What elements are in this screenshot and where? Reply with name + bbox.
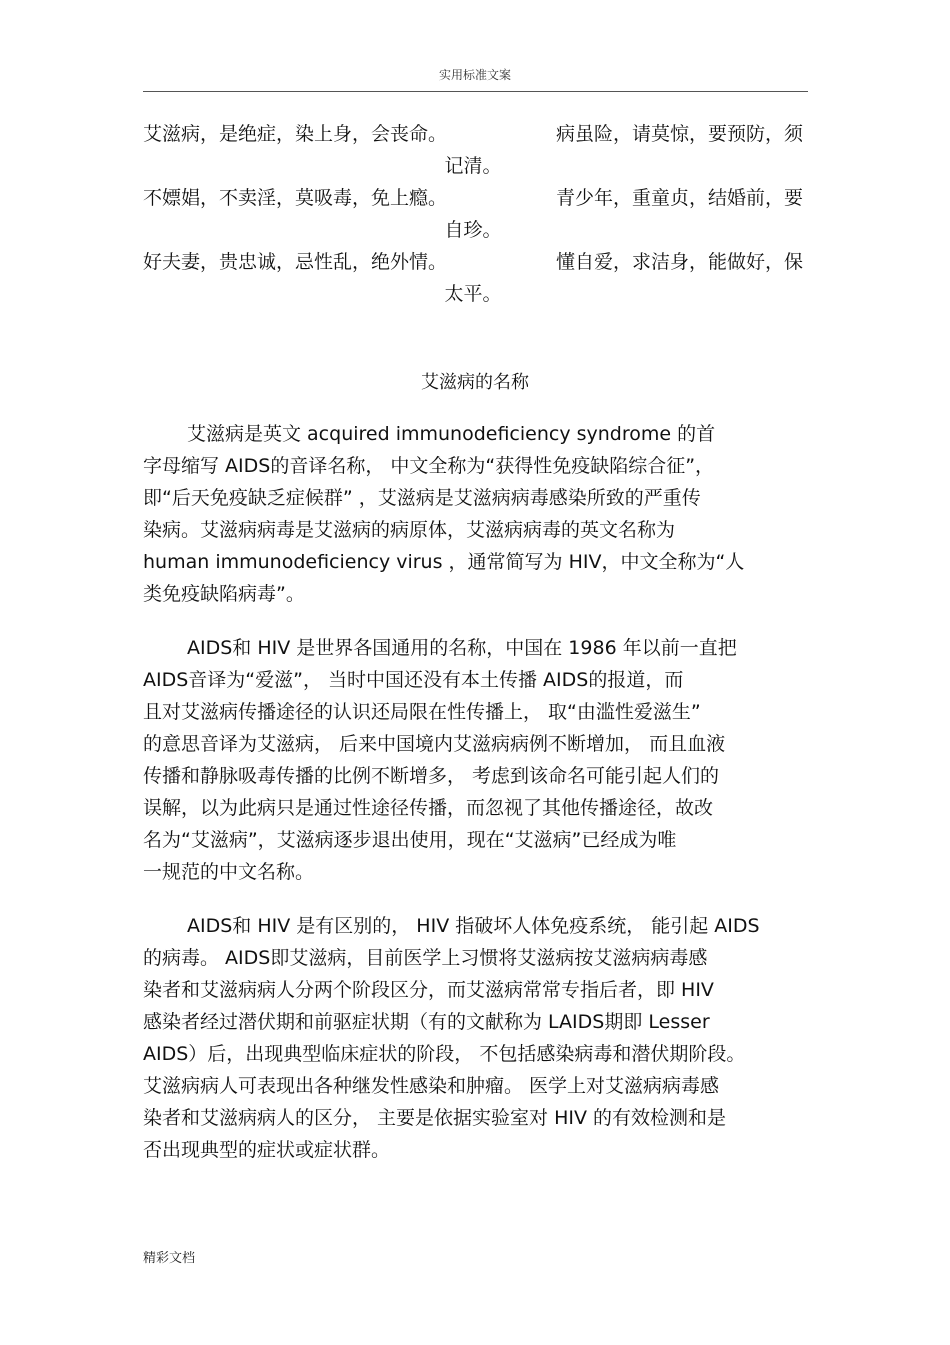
paragraph-naming-history bbox=[143, 632, 813, 888]
verse-right: 病虽险，请莫惊，要预防，须 bbox=[555, 123, 803, 145]
verse-left: 不嫖娼，不卖淫，莫吸毒，免上瘾。 bbox=[143, 187, 448, 209]
paragraph-line: AIDS）后，出现典型临床症状的阶段， 不包括感染病毒和潜伏期阶段。 bbox=[143, 1043, 746, 1065]
paragraph-line: 的病毒。 AIDS即艾滋病，目前医学上习惯将艾滋病按艾滋病病毒感 bbox=[143, 947, 708, 969]
paragraph-aids-vs-hiv bbox=[143, 910, 813, 1166]
verse-block bbox=[143, 182, 803, 246]
paragraph-line: 且对艾滋病传播途径的认识还局限在性传播上， 取“由滥性爱滋生” bbox=[143, 701, 701, 723]
page-header-title: 实用标准文案 bbox=[438, 68, 511, 82]
paragraph-line: 误解，以为此病只是通过性途径传播，而忽视了其他传播途径，故改 bbox=[143, 797, 714, 819]
verse-right: 青少年，重童贞，结婚前，要 bbox=[555, 187, 803, 209]
paragraph-line: human immunodeficiency virus ，通常简写为 HIV，中文全称为“人 bbox=[143, 551, 745, 573]
paragraph-line: AIDS和 HIV 是有区别的， HIV 指破坏人体免疫系统， 能引起 AIDS bbox=[187, 915, 760, 937]
paragraph-line: 艾滋病病人可表现出各种继发性感染和肿瘤。 医学上对艾滋病病毒感 bbox=[143, 1075, 720, 1097]
paragraph-name-origin bbox=[143, 418, 813, 610]
paragraph-line: 传播和静脉吸毒传播的比例不断增多， 考虑到该命名可能引起人们的 bbox=[143, 765, 720, 787]
paragraph-line: AIDS音译为“爱滋”， 当时中国还没有本土传播 AIDS的报道，而 bbox=[143, 669, 684, 691]
verse-right: 懂自爱，求洁身，能做好，保 bbox=[555, 251, 803, 273]
paragraph-line: 的意思音译为艾滋病， 后来中国境内艾滋病病例不断增加， 而且血液 bbox=[143, 733, 726, 755]
paragraph-line: 染者和艾滋病病人分两个阶段区分，而艾滋病常常专指后者，即 HIV bbox=[143, 979, 714, 1001]
verse-continuation: 记清。 bbox=[444, 155, 502, 177]
verse-continuation: 自珍。 bbox=[444, 219, 502, 241]
header-divider bbox=[143, 91, 808, 92]
paragraph-line: 类免疫缺陷病毒”。 bbox=[143, 583, 305, 605]
verse-block bbox=[143, 246, 803, 310]
verse-block bbox=[143, 118, 803, 182]
paragraph-line: 否出现典型的症状或症状群。 bbox=[143, 1139, 391, 1161]
paragraph-line: 染病。艾滋病病毒是艾滋病的病原体，艾滋病病毒的英文名称为 bbox=[143, 519, 676, 541]
paragraph-line: 名为“艾滋病”，艾滋病逐步退出使用，现在“艾滋病”已经成为唯 bbox=[143, 829, 677, 851]
verse-continuation: 太平。 bbox=[444, 283, 502, 305]
paragraph-line: 字母缩写 AIDS的音译名称， 中文全称为“获得性免疫缺陷综合征”， bbox=[143, 455, 715, 477]
verse-line bbox=[143, 118, 803, 150]
page-footer: 精彩文档 bbox=[143, 1251, 196, 1266]
verse-line bbox=[143, 246, 803, 278]
section-title: 艾滋病的名称 bbox=[421, 372, 529, 393]
paragraph-line: 染者和艾滋病病人的区分， 主要是依据实验室对 HIV 的有效检测和是 bbox=[143, 1107, 727, 1129]
paragraph-line: 感染者经过潜伏期和前驱症状期（有的文献称为 LAIDS期即 Lesser bbox=[143, 1011, 710, 1033]
verse-left: 好夫妻，贵忠诚，忌性乱，绝外情。 bbox=[143, 251, 448, 273]
paragraph-line: 即“后天免疫缺乏症候群” ，艾滋病是艾滋病病毒感染所致的严重传 bbox=[143, 487, 701, 509]
paragraph-line: 艾滋病是英文 acquired immunodeficiency syndrome 的首 bbox=[187, 423, 716, 445]
verse-left: 艾滋病，是绝症，染上身，会丧命。 bbox=[143, 123, 448, 145]
paragraph-line: 一规范的中文名称。 bbox=[143, 861, 315, 883]
paragraph-line: AIDS和 HIV 是世界各国通用的名称，中国在 1986 年以前一直把 bbox=[187, 637, 737, 659]
verse-line bbox=[143, 182, 803, 214]
